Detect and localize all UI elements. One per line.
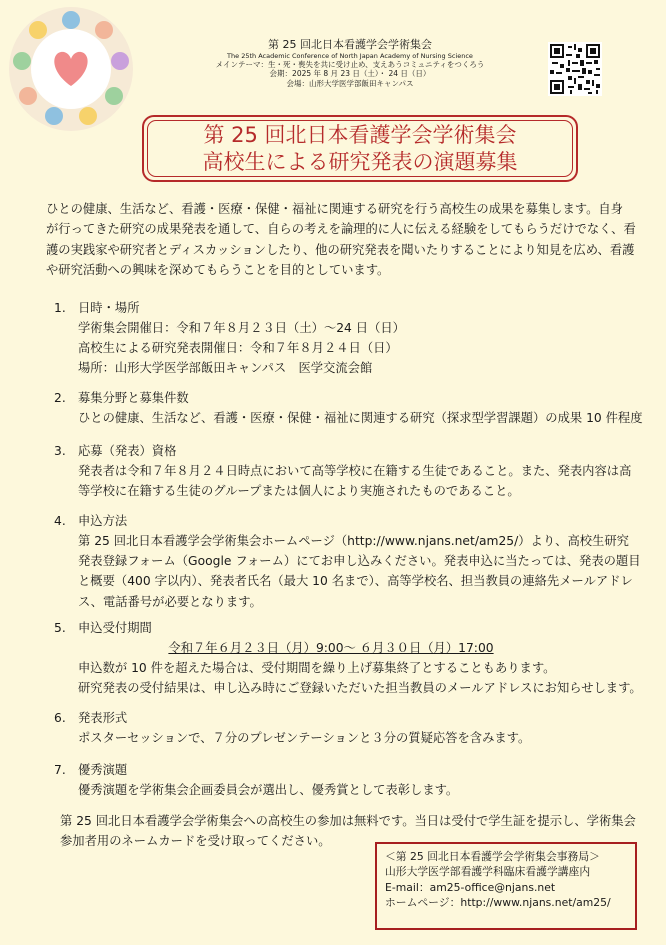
section-line: 研究発表の受付結果は、申し込み時にご登録いただいた担当教員のメールアドレスにお知らせします。 bbox=[78, 681, 642, 696]
section-eligibility bbox=[54, 441, 644, 501]
intro-line: が行ってきた研究の成果発表を通して、自らの考えを論理的に人に伝える経験をしてもらうだけでなく、看 bbox=[46, 222, 636, 237]
intro-line: 護の実践家や研究者とディスカッションしたり、他の研究発表を聞いたりすることにより知見を広め、看護 bbox=[46, 242, 635, 257]
section-application-method bbox=[54, 511, 644, 612]
note-line: 第 25 回北日本看護学会学術集会への高校生の参加は無料です。当日は受付で学生証を提示し、学術集会 bbox=[60, 814, 636, 828]
section-heading: 申込方法 bbox=[78, 514, 128, 528]
contact-box bbox=[375, 842, 637, 930]
intro-line: や研究活動への興味を深めてもらうことを目的としています。 bbox=[46, 263, 390, 278]
contact-org: 山形大学医学部看護学科臨床看護学講座内 bbox=[385, 865, 591, 879]
section-heading: 応募（発表）資格 bbox=[78, 444, 177, 458]
section-heading: 優秀演題 bbox=[78, 763, 128, 777]
section-line: と概要（400 字以内）、発表者氏名（最大 10 名まで）、高等学校名、担当教員の連絡先メールアドレ bbox=[78, 574, 633, 589]
section-line: 学術集会開催日：令和７年８月２３日（土）～24 日（日） bbox=[78, 321, 405, 336]
conference-header bbox=[160, 38, 540, 88]
contact-title: ＜第 25 回北日本看護学会学術集会事務局＞ bbox=[385, 850, 600, 863]
section-heading: 募集分野と募集件数 bbox=[78, 391, 189, 405]
section-heading: 日時・場所 bbox=[78, 301, 140, 315]
section-excellent-presentation bbox=[54, 760, 644, 800]
section-number: 5. bbox=[54, 621, 66, 635]
section-line: 発表登録フォーム（Google フォーム）にてお申し込みください。発表申込に当たっては、発表の題目 bbox=[78, 554, 641, 569]
section-line: 第 25 回北日本看護学会学術集会ホームページ（http://www.njans.net/am25/）より、高校生研究 bbox=[78, 534, 629, 549]
header-english-title: The 25th Academic Conference of North Japan Academy of Nursing Science bbox=[227, 51, 473, 60]
section-line: 等学校に在籍する生徒のグループまたは個人により実施されたものであること。 bbox=[78, 484, 520, 499]
section-datetime-place bbox=[54, 298, 644, 379]
section-number: 6. bbox=[54, 711, 66, 725]
header-conference-title: 第 25 回北日本看護学会学術集会 bbox=[268, 38, 432, 51]
header-date: 会期：2025 年 8 月 23 日（土）・ 24 日（日） bbox=[269, 69, 431, 79]
contact-email[interactable]: E-mail：am25-office@njans.net bbox=[385, 880, 556, 894]
title-box bbox=[142, 115, 578, 182]
section-number: 2. bbox=[54, 391, 66, 405]
note-line: 参加者用のネームカードを受け取ってください。 bbox=[60, 833, 331, 848]
section-heading: 発表形式 bbox=[78, 711, 128, 725]
title-line-2: 高校生による研究発表の演題募集 bbox=[202, 149, 518, 174]
section-line: 申込数が 10 件を超えた場合は、受付期間を繰り上げ募集終了とすることもあります。 bbox=[78, 661, 556, 676]
title-box-inner bbox=[147, 120, 573, 177]
application-period: 令和７年６月２３日（月）9:00～ ６月３０日（月）17:00 bbox=[168, 641, 494, 656]
intro-line: ひとの健康、生活など、看護・医療・保健・福祉に関連する研究を行う高校生の成果を募集します。自身 bbox=[46, 202, 623, 216]
section-heading: 申込受付期間 bbox=[78, 621, 152, 635]
section-presentation-format bbox=[54, 708, 644, 748]
section-line: ポスターセッションで、７分のプレゼンテーションと３分の質疑応答を含みます。 bbox=[78, 731, 531, 746]
contact-homepage[interactable]: ホームページ：http://www.njans.net/am25/ bbox=[385, 895, 611, 909]
header-venue: 会場：山形大学医学部飯田キャンパス bbox=[286, 78, 414, 88]
conference-logo-illustration bbox=[8, 6, 134, 132]
section-number: 4. bbox=[54, 514, 66, 528]
section-line: 高校生による研究発表開催日：令和７年８月２４日（日） bbox=[78, 341, 398, 356]
section-number: 7. bbox=[54, 763, 66, 777]
qr-code bbox=[548, 42, 602, 96]
intro-paragraph bbox=[46, 199, 636, 281]
section-line: 優秀演題を学術集会企画委員会が選出し、優秀賞として表彰します。 bbox=[78, 783, 459, 798]
section-application-period bbox=[54, 618, 644, 699]
section-field-count bbox=[54, 388, 644, 428]
section-number: 3. bbox=[54, 444, 66, 458]
title-line-1: 第 25 回北日本看護学会学術集会 bbox=[203, 122, 517, 147]
section-line: ひとの健康、生活など、看護・医療・保健・福祉に関連する研究（探求型学習課題）の成果 10 件程度 bbox=[78, 411, 643, 426]
section-line: ス、電話番号が必要となります。 bbox=[78, 594, 262, 609]
header-theme: メインテーマ：生・死・喪失を共に受け止め、支えあうコミュニティをつくろう bbox=[215, 59, 485, 69]
section-number: 1. bbox=[54, 301, 66, 315]
section-line: 場所：山形大学医学部飯田キャンパス 医学交流会館 bbox=[78, 361, 373, 376]
section-line: 発表者は令和７年８月２４日時点において高等学校に在籍する生徒であること。また、発表内容は高 bbox=[78, 464, 632, 479]
